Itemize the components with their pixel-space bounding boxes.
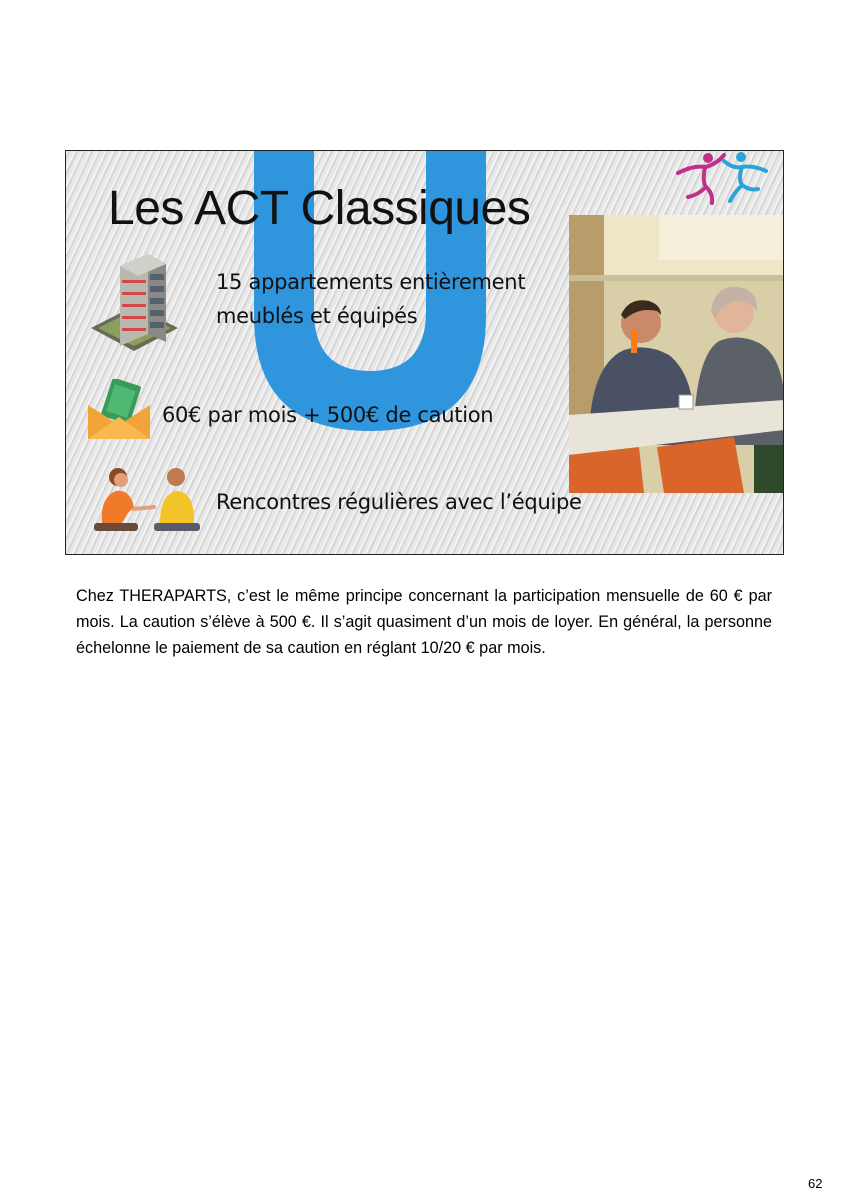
group-meeting-photo <box>569 215 784 493</box>
body-paragraph: Chez THERAPARTS, c’est le même principe concernant la participation mensuelle de 60 € par mois. La caution s’élève à 500 €. Il s’agit quasiment d’un mois de loyer. En général, la personne échelonne le paiement de sa caution en réglant 10/20 € par mois. <box>76 587 772 657</box>
slide-title: Les ACT Classiques <box>108 182 531 235</box>
conversation-people-icon <box>94 463 204 533</box>
presentation-slide <box>65 150 784 555</box>
bullet-3-line-1: Rencontres régulières avec l’équipe <box>216 490 582 514</box>
logo-figures-icon <box>658 151 783 213</box>
bullet-1-line-1: 15 appartements entièrement <box>216 270 526 294</box>
bullet-2-line-1: 60€ par mois + 500€ de caution <box>162 403 494 427</box>
page-number: 62 <box>808 1176 823 1191</box>
apartment-building-icon <box>86 246 181 361</box>
money-envelope-icon <box>86 379 152 443</box>
bullet-1-line-2: meublés et équipés <box>216 304 418 328</box>
